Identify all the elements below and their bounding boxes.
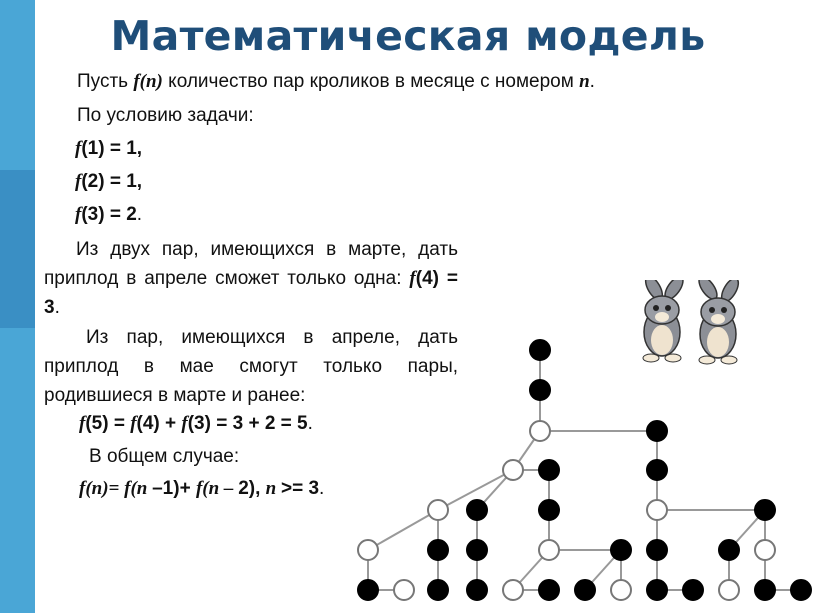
tree-node-adult-pair <box>467 580 487 600</box>
formula-value: (2) = 1, <box>81 171 143 192</box>
tree-node-young-pair <box>503 460 523 480</box>
tree-node-young-pair <box>503 580 523 600</box>
tree-node-adult-pair <box>530 340 550 360</box>
tree-node-adult-pair <box>428 540 448 560</box>
tree-node-young-pair <box>428 500 448 520</box>
formula-value: (3) = 3 + 2 = 5 <box>187 413 308 434</box>
tree-node-adult-pair <box>539 460 559 480</box>
tree-node-adult-pair <box>611 540 631 560</box>
tree-node-young-pair <box>647 500 667 520</box>
tree-node-adult-pair <box>683 580 703 600</box>
tree-node-young-pair <box>394 580 414 600</box>
rabbits-icon <box>632 280 752 365</box>
formula-part: >= 3 <box>280 478 320 499</box>
tree-node-young-pair <box>719 580 739 600</box>
tree-edge <box>368 510 438 550</box>
rabbit-right-icon <box>696 280 742 364</box>
tree-node-adult-pair <box>647 460 667 480</box>
condition-line: По условию задачи: <box>77 105 254 126</box>
formula-value: (1) = 1, <box>81 138 143 159</box>
paragraph-text: Из двух пар, имеющихся в марте, дать приплод в апреле сможет только одна: <box>44 239 458 289</box>
tree-node-adult-pair <box>467 500 487 520</box>
function-symbol: f <box>79 413 86 434</box>
formula-value: (4) + <box>136 413 182 434</box>
text: . <box>307 413 313 434</box>
rabbit-left-icon <box>642 280 686 362</box>
formula-value: (5) = <box>85 413 131 434</box>
function-symbol: f <box>130 413 137 434</box>
tree-node-adult-pair <box>467 540 487 560</box>
function-symbol: f <box>75 171 82 192</box>
tree-node-adult-pair <box>755 580 775 600</box>
formula-part: –1)+ <box>152 478 196 499</box>
text: количество пар кроликов в месяце с номером <box>162 71 580 92</box>
tree-node-young-pair <box>530 421 550 441</box>
formula-value: (4) = 3 <box>44 268 458 318</box>
tree-node-adult-pair <box>539 580 559 600</box>
text: . <box>589 71 595 92</box>
tree-node-young-pair <box>358 540 378 560</box>
formula-value: (3) = 2 <box>81 204 137 225</box>
general-case-label: В общем случае: <box>89 446 240 467</box>
tree-node-adult-pair <box>358 580 378 600</box>
text: . <box>54 297 60 318</box>
text: . <box>319 478 325 499</box>
function-symbol: f <box>409 268 416 289</box>
formula-part: f(n – <box>195 478 239 499</box>
slide-title: Математическая модель <box>110 12 706 60</box>
paragraph-text: Из пар, имеющихся в апреле, дать приплод в мае смогут только пары, родившиеся в марте и ранее: <box>44 327 458 406</box>
tree-node-adult-pair <box>575 580 595 600</box>
text: Пусть <box>77 71 134 92</box>
formula-part: n <box>265 478 281 499</box>
variable-n: n <box>579 71 590 92</box>
tree-node-adult-pair <box>719 540 739 560</box>
formula-part: 2), <box>238 478 266 499</box>
tree-node-young-pair <box>539 540 559 560</box>
function-symbol: f <box>75 204 82 225</box>
tree-node-adult-pair <box>647 580 667 600</box>
tree-node-adult-pair <box>530 380 550 400</box>
function-symbol: f <box>75 138 82 159</box>
formula-part: f(n)= f(n <box>79 478 153 499</box>
text: . <box>136 204 143 225</box>
tree-node-adult-pair <box>755 500 775 520</box>
tree-node-young-pair <box>755 540 775 560</box>
function-symbol: f(n) <box>133 71 163 92</box>
tree-node-adult-pair <box>539 500 559 520</box>
tree-node-adult-pair <box>647 540 667 560</box>
tree-nodes <box>358 340 811 600</box>
tree-node-young-pair <box>611 580 631 600</box>
tree-node-adult-pair <box>428 580 448 600</box>
tree-node-adult-pair <box>791 580 811 600</box>
tree-node-adult-pair <box>647 421 667 441</box>
function-symbol: f <box>181 413 188 434</box>
